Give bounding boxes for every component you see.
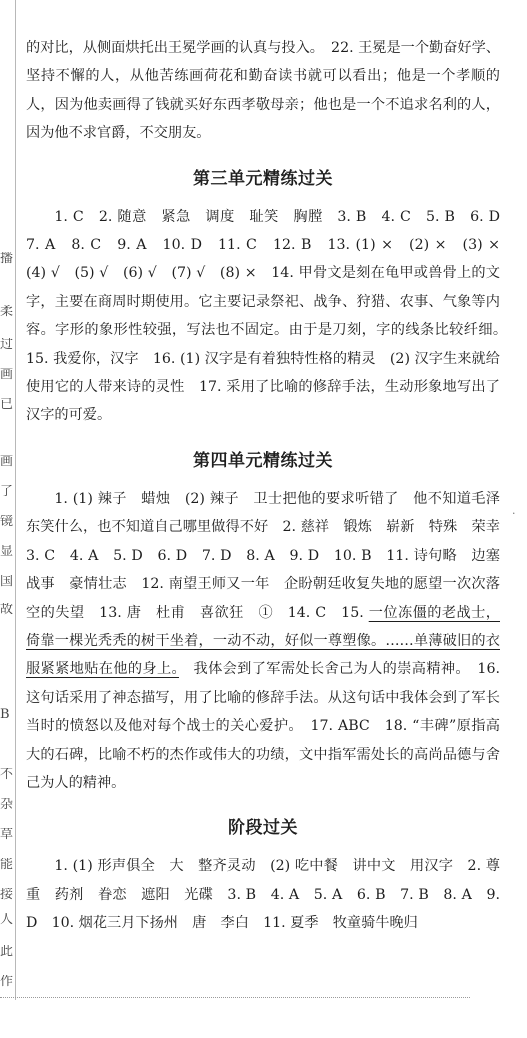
unit4-title: 第四单元精练过关	[193, 450, 333, 471]
margin-char: 杂	[0, 798, 14, 812]
margin-char: 作	[0, 975, 14, 989]
margin-char: 能	[0, 858, 14, 872]
margin-char: 此	[0, 945, 14, 959]
margin-char: 国	[0, 575, 14, 589]
unit4-text-before: 1. (1) 辣子 蜡烛 (2) 辣子 卫士把他的要求听错了 他不知道毛泽东笑什么，也不知道自己哪里做得不好 2. 慈祥 锻炼 崭新 特殊 荣幸 3. C 4. A 5. D 6. D 7. D 8. A 9. D 10. B 11. 诗句略 边塞战事 豪情壮志 12. 南望王师又一年 企盼朝廷收复失地的愿望一次次落空的失望 13. 唐 杜甫 喜欲狂 ① 14. C 15.	[26, 490, 515, 621]
unit4-answers	[26, 485, 515, 797]
margin-char: 人	[0, 913, 14, 927]
margin-char: 镜	[0, 515, 14, 529]
page-fold-line	[15, 0, 16, 1000]
answer-content	[26, 34, 515, 938]
margin-char: 草	[0, 828, 14, 842]
left-margin-bleed	[0, 0, 14, 1000]
unit3-answers: 1. C 2. 随意 紧急 调度 耻笑 胸膛 3. B 4. C 5. B 6. D 7. A 8. C 9. A 10. D 11. C 12. B 13. (1) × (2) × (3) × (4) √ (5) √ (6) √ (7) √ (8) × 14. 甲骨文是刻在龟甲或兽骨上的文字，主要在商周时期使用。它主要记录祭祀、战争、狩猎、农事、气象等内容。字形的象形性较强，写法也不固定。由于是刀刻，字的线条比较纤细。 15. 我爱你，汉字 16. (1) 汉字是有着独特性格的精灵 (2) 汉字生来就给使用它的人带来诗的灵性 17. 采用了比喻的修辞手法，生动形象地写出了汉字的可爱。	[26, 208, 515, 424]
margin-char: 接	[0, 888, 14, 902]
margin-char: B	[0, 708, 10, 722]
margin-char: 画	[0, 368, 14, 382]
margin-char: 过	[0, 338, 14, 352]
right-margin-mark: ·	[512, 507, 516, 520]
bottom-dotted-rule	[0, 997, 470, 998]
stage-answers: 1. (1) 形声俱全 大 整齐灵动 (2) 吃中餐 讲中文 用汉字 2. 尊重 药剂 眷恋 遮阳 光碟 3. B 4. A 5. A 6. B 7. B 8. A 9. D 10. 烟花三月下扬州 唐 李白 11. 夏季 牧童骑牛晚归	[26, 858, 500, 932]
margin-char: 故	[0, 603, 14, 617]
margin-char: 画	[0, 455, 14, 469]
margin-char: 了	[0, 485, 14, 499]
unit4-underlined-quote: 一位冻僵的老战士，倚靠一棵光秃秃的树干坐着，一动不动，好似一尊塑像。……单薄破旧的衣服紧紧地贴在他的身上。	[26, 604, 500, 678]
unit4-text-after: 我体会到了军需处长舍己为人的崇高精神。 16. 这句话采用了神态描写，用了比喻的修辞手法。从这句话中我体会到了军长当时的愤怒以及他对每个战士的关心爱护。 17. ABC 18. “丰碑”原指高大的石碑，比喻不朽的杰作或伟大的功绩，文中指军需处长的高尚品德与舍己为人的精神。	[26, 661, 500, 791]
intro-paragraph: 的对比，从侧面烘托出王冕学画的认真与投入。 22. 王冕是一个勤奋好学、坚持不懈的人，从他苦练画荷花和勤奋读书就可以看出；他是一个孝顺的人，因为他卖画得了钱就买好东西孝敬母亲；他也是一个不追求名利的人，因为他不求官爵，不交朋友。	[26, 40, 500, 142]
margin-char: 不	[0, 768, 14, 782]
margin-char: 显	[0, 545, 14, 559]
margin-char: 播	[0, 252, 14, 266]
margin-char: 已	[0, 398, 14, 412]
stage-title: 阶段过关	[228, 818, 298, 839]
margin-char: 柔	[0, 305, 14, 319]
unit3-title: 第三单元精练过关	[193, 168, 333, 189]
